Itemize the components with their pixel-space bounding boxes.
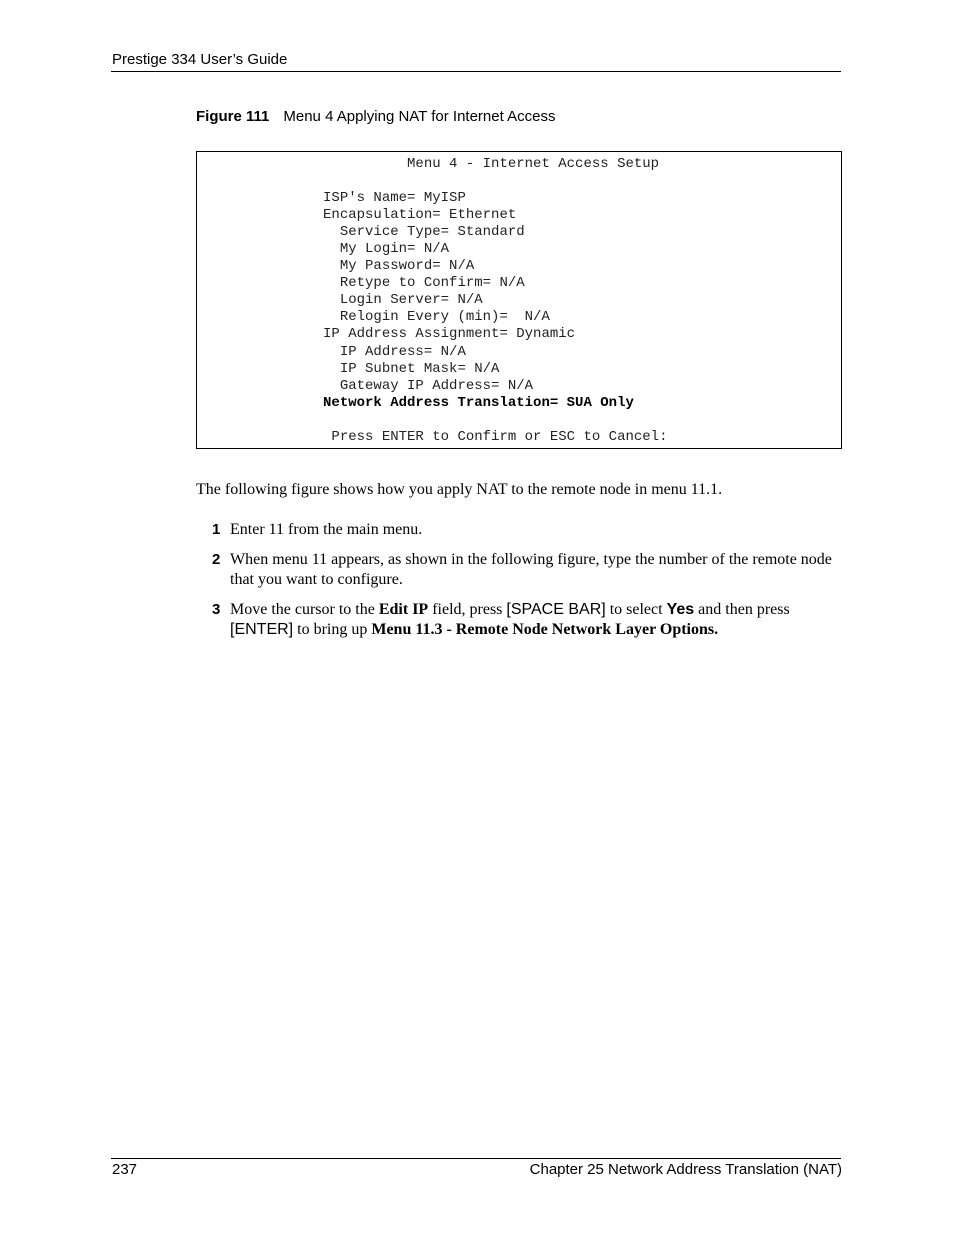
step-number: 2 <box>212 551 221 568</box>
screen-gateway-ip: Gateway IP Address= N/A <box>197 378 534 394</box>
header-rule <box>111 71 841 72</box>
figure-caption <box>196 108 555 125</box>
screen-login-server: Login Server= N/A <box>197 292 483 308</box>
screen-ip-subnet-mask: IP Subnet Mask= N/A <box>197 361 500 377</box>
yes-value: Yes <box>666 601 695 618</box>
step-1 <box>212 520 842 540</box>
screen-relogin-every: Relogin Every (min)= N/A <box>197 309 550 325</box>
step-text: Move the cursor to the Edit IP field, press [SPACE BAR] to select Yes and then press [ENTER] to bring up Menu 11.3 - Remote Node Network Layer Options. <box>230 601 790 638</box>
step-2 <box>212 550 842 590</box>
edit-ip-term: Edit IP <box>378 601 429 618</box>
terminal-screen <box>196 151 842 449</box>
footer-rule <box>111 1158 841 1159</box>
screen-isp-name: ISP's Name= MyISP <box>197 190 466 206</box>
step-text: When menu 11 appears, as shown in the following figure, type the number of the remote node that you want to configure. <box>230 551 832 588</box>
running-header: Prestige 334 User’s Guide <box>112 51 288 68</box>
screen-ip-address: IP Address= N/A <box>197 344 466 360</box>
screen-encapsulation: Encapsulation= Ethernet <box>197 207 517 223</box>
step-3 <box>212 600 842 640</box>
step-text: Enter 11 from the main menu. <box>230 521 423 538</box>
screen-ip-assignment: IP Address Assignment= Dynamic <box>197 326 576 342</box>
figure-caption-text: Menu 4 Applying NAT for Internet Access <box>283 108 556 125</box>
intro-paragraph: The following figure shows how you apply NAT to the remote node in menu 11.1. <box>196 481 723 498</box>
screen-service-type: Service Type= Standard <box>197 224 525 240</box>
figure-label: Figure 111 <box>196 108 270 125</box>
screen-my-password: My Password= N/A <box>197 258 475 274</box>
chapter-title: Chapter 25 Network Address Translation (NAT) <box>529 1161 842 1178</box>
space-bar-key: [SPACE BAR] <box>506 601 606 618</box>
page-number: 237 <box>112 1161 138 1178</box>
screen-nat-setting: Network Address Translation= SUA Only <box>197 395 634 411</box>
screen-retype-confirm: Retype to Confirm= N/A <box>197 275 525 291</box>
enter-key: [ENTER] <box>230 621 294 638</box>
menu-11-3-title: Menu 11.3 - Remote Node Network Layer Options. <box>371 621 719 638</box>
screen-title: Menu 4 - Internet Access Setup <box>197 156 660 172</box>
screen-my-login: My Login= N/A <box>197 241 450 257</box>
step-number: 3 <box>212 601 221 618</box>
step-number: 1 <box>212 521 221 538</box>
screen-confirm-prompt: Press ENTER to Confirm or ESC to Cancel: <box>197 429 668 445</box>
